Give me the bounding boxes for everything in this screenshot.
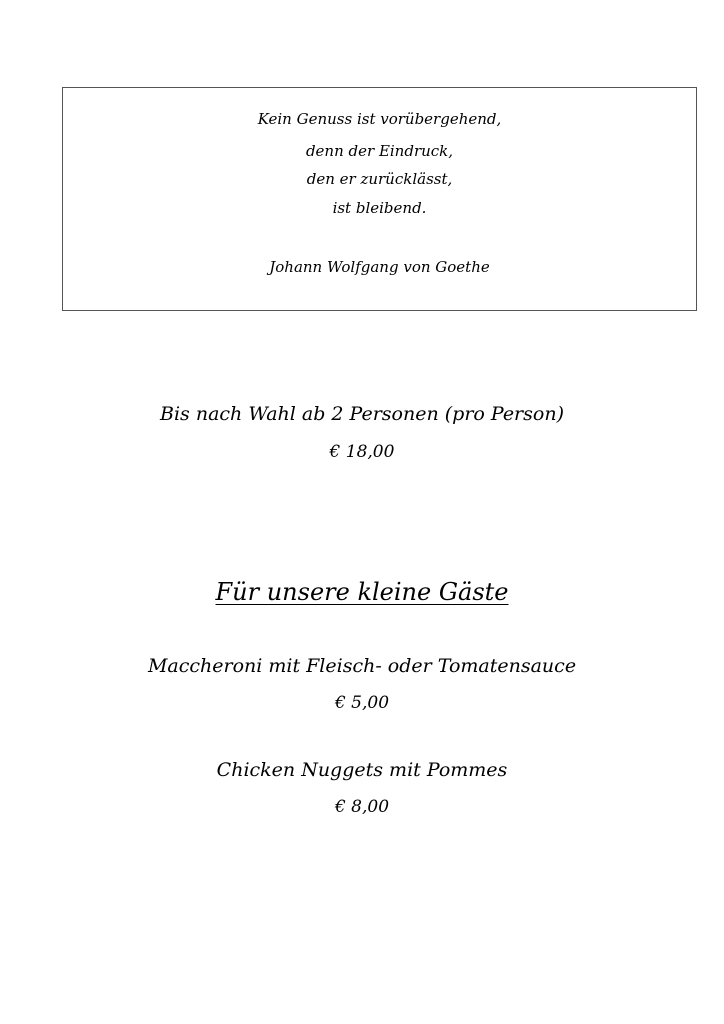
kids-item-1-price: € 5,00 xyxy=(334,693,390,713)
quote-author: Johann Wolfgang von Goethe xyxy=(269,258,490,276)
kids-menu-heading-text: Für unsere kleine Gäste xyxy=(215,578,509,606)
quote-line-3: den er zurücklässt, xyxy=(306,170,453,188)
quote-line-1: Kein Genuss ist vorübergehend, xyxy=(257,110,502,128)
kids-menu-heading xyxy=(0,577,724,607)
kids-item-2-name: Chicken Nuggets mit Pommes xyxy=(216,759,508,781)
quote-box xyxy=(62,87,697,311)
kids-item-2-price: € 8,00 xyxy=(334,797,390,817)
quote-line-2: denn der Eindruck, xyxy=(305,142,454,160)
group-offer-title: Bis nach Wahl ab 2 Personen (pro Person) xyxy=(160,403,564,425)
kids-item-1-name: Maccheroni mit Fleisch- oder Tomatensauce xyxy=(147,655,577,677)
quote-line-4: ist bleibend. xyxy=(332,199,427,217)
group-offer-price: € 18,00 xyxy=(329,442,395,462)
